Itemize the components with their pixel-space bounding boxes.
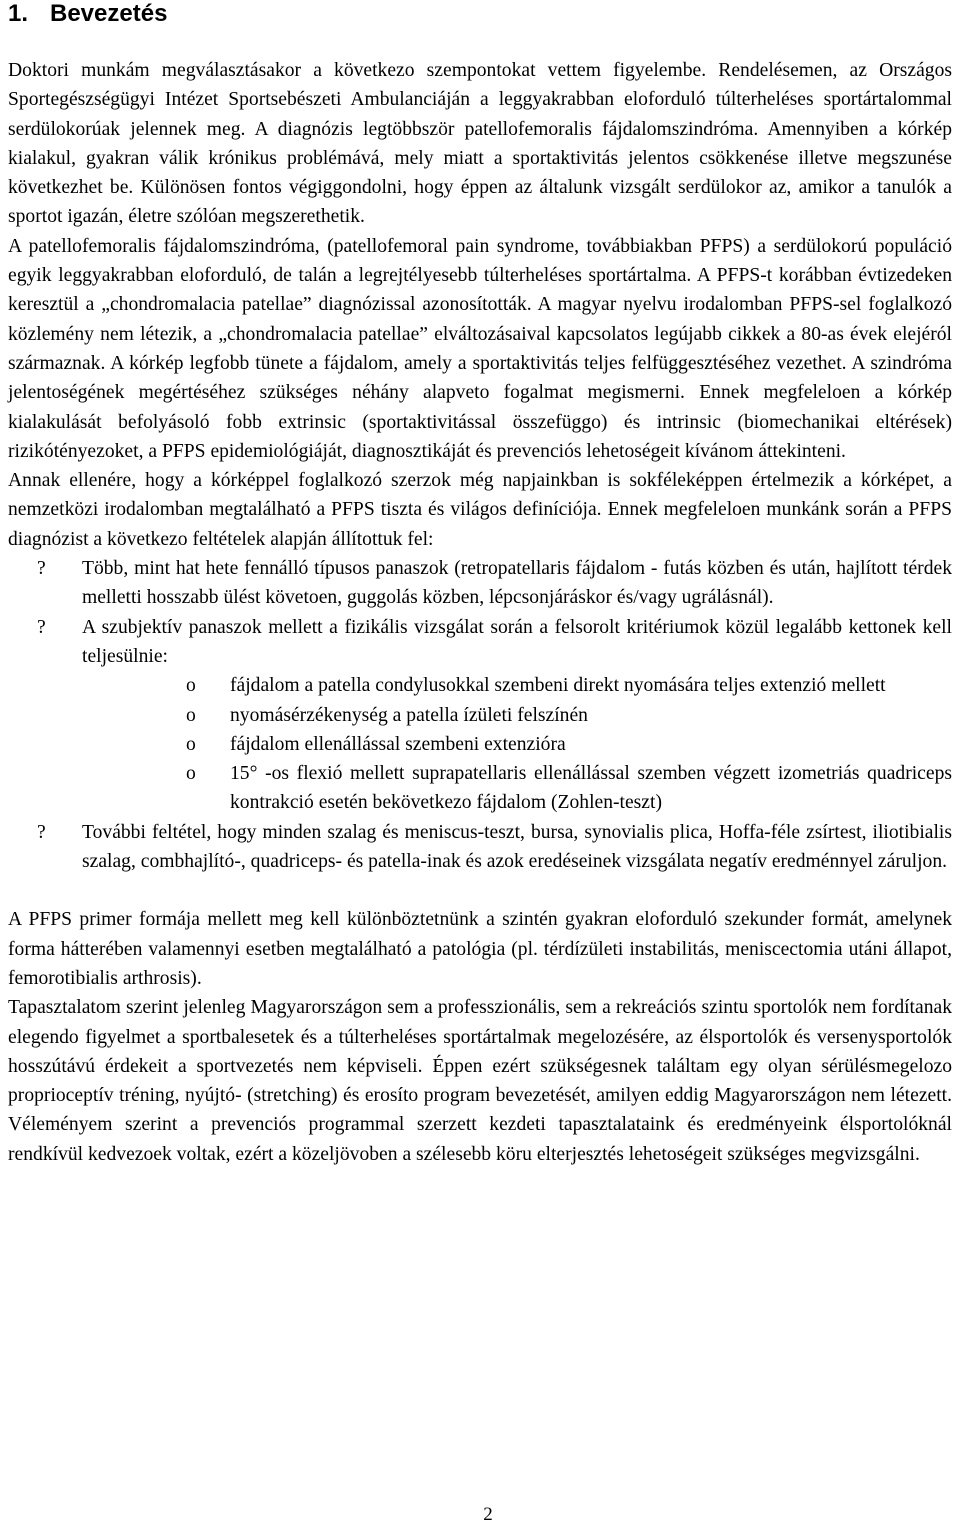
section-number: 1. <box>8 0 29 27</box>
paragraph-secondary-form: A PFPS primer formája mellett meg kell különböztetnünk a szintén gyakran eloforduló szekunder formát, amelynek forma hátterében valamennyi esetben megtalálható a patológia (pl. térdízületi instabilitás, meniscectomia utáni állapot, femorotibialis arthrosis). <box>8 909 952 989</box>
sub-bullet-marker: o <box>186 733 196 755</box>
sub-bullet-marker: o <box>186 675 196 697</box>
criteria-item <box>8 554 952 613</box>
section-heading <box>8 0 167 28</box>
paragraph-spacer <box>8 876 952 905</box>
sub-criteria-text: fájdalom a patella condylusokkal szembeni direkt nyomására teljes extenzió mellett <box>230 675 886 697</box>
criteria-text: Több, mint hat hete fennálló típusos panaszok (retropatellaris fájdalom - futás közben és után, hajlított térdek melletti hosszabb ülést követoen, guggolás közben, lépcsonjáráskor és/vagy ugrálásnál). <box>82 558 952 609</box>
sub-criteria-item <box>82 759 952 818</box>
paragraph-prevention: Tapasztalatom szerint jelenleg Magyarországon sem a professzionális, sem a rekreációs szintu sportolók nem fordítanak elegendo figyelmet a sportbalesetek és a túlterheléses sportártalmak megelozésére, az élsportolók és versenysportolók hosszútávú érdekeit a sportvezetés nem képviseli. Éppen ezért szükségesnek találtam egy olyan sérülésmegelozo proprioceptív tréning, nyújtó- (stretching) és erosíto program bevezetését, amilyen eddig Magyarországon nem létezett. Véleményem szerint a prevenciós programmal szerzett kezdeti tapasztalataink és eredményeink élsportolóknál rendkívül kedvezoek voltak, ezért a közeljövoben a szélesebb köru elterjesztés lehetoségeit szükséges megvizsgálni. <box>8 997 952 1165</box>
sub-criteria-item <box>82 701 952 730</box>
criteria-list <box>8 554 952 876</box>
bullet-marker: ? <box>37 558 46 580</box>
sub-criteria-item <box>82 671 952 700</box>
criteria-sublist <box>82 671 952 817</box>
bullet-marker: ? <box>37 616 46 638</box>
sub-bullet-marker: o <box>186 763 196 785</box>
criteria-item <box>8 613 952 818</box>
criteria-text: A szubjektív panaszok mellett a fizikális vizsgálat során a felsorolt kritériumok közül legalább kettonek kell teljesülnie: <box>82 616 952 667</box>
section-title: Bevezetés <box>50 0 168 27</box>
sub-criteria-text: 15° -os flexió mellett suprapatellaris ellenállással szemben végzett izometriás quadriceps kontrakció esetén bekövetkezo fájdalom (Zohlen-teszt) <box>230 763 952 814</box>
paragraph-pfps-definition: A patellofemoralis fájdalomszindróma, (patellofemoral pain syndrome, továbbiakban PFPS) a serdülokorú populáció egyik leggyakrabban eloforduló, de talán a legrejtélyesebb túlterheléses sportártalma. A PFPS-t korábban évtizedeken keresztül a „chondromalacia patellae” diagnózissal azonosították. A magyar nyelvu irodalomban PFPS-sel foglalkozó közlemény nem létezik, a „chondromalacia patellae” elváltozásaival kapcsolatos legújabb cikkek a 80-as évek elejéról származnak. A kórkép legfobb tünete a fájdalom, amely a sportaktivitás teljes felfüggesztéséhez vezethet. A szindróma jelentoségének megértéséhez szükséges néhány alapveto fogalmat megismerni. Ennek megfeleloen a kórkép kialakulását befolyásoló fobb extrinsic (sportaktivitással összefüggo) és intrinsic (biomechanikai eltérések) rizikótényezoket, a PFPS epidemiológiáját, diagnosztikáját és prevenciós lehetoségeit kívánom áttekinteni. <box>8 235 952 462</box>
sub-criteria-text: nyomásérzékenység a patella ízületi felszínén <box>230 704 588 726</box>
bullet-marker: ? <box>37 821 46 843</box>
sub-criteria-item <box>82 730 952 759</box>
paragraph-intro: Doktori munkám megválasztásakor a következo szempontokat vettem figyelembe. Rendelésemen, az Országos Sportegészségügyi Intézet Sportsebészeti Ambulanciáján a leggyakrabban eloforduló túlterheléses sportártalommal serdülokorúak jelennek meg. A diagnózis legtöbbször patellofemoralis fájdalomszindróma. Amennyiben a kórkép kialakul, gyakran válik krónikus problémává, mely miatt a sportaktivitás jelentos csökkenése illetve megszunése következhet be. Különösen fontos végiggondolni, hogy éppen az általunk vizsgált serdülokor az, amikor a tanulók a sportot igazán, életre szólóan megszerethetik. <box>8 60 952 228</box>
sub-bullet-marker: o <box>186 704 196 726</box>
page-number: 2 <box>483 1504 493 1525</box>
criteria-text: További feltétel, hogy minden szalag és meniscus-teszt, bursa, synovialis plica, Hoffa-féle zsírtest, iliotibialis szalag, combhajlító-, quadriceps- és patella-inak és azok eredéseinek vizsgálata negatív eredménnyel záruljon. <box>82 821 952 873</box>
criteria-item <box>8 818 952 877</box>
body-text <box>8 56 952 1169</box>
paragraph-diagnosis-criteria-intro: Annak ellenére, hogy a kórképpel foglalkozó szerzok még napjainkban is sokféleképpen értelmezik a kórképet, a nemzetközi irodalomban megtalálható a PFPS tiszta és világos definíciója. Ennek megfeleloen munkánk során a PFPS diagnózist a következo feltételek alapján állítottuk fel: <box>8 470 952 550</box>
sub-criteria-text: fájdalom ellenállással szembeni extenzióra <box>230 733 566 755</box>
